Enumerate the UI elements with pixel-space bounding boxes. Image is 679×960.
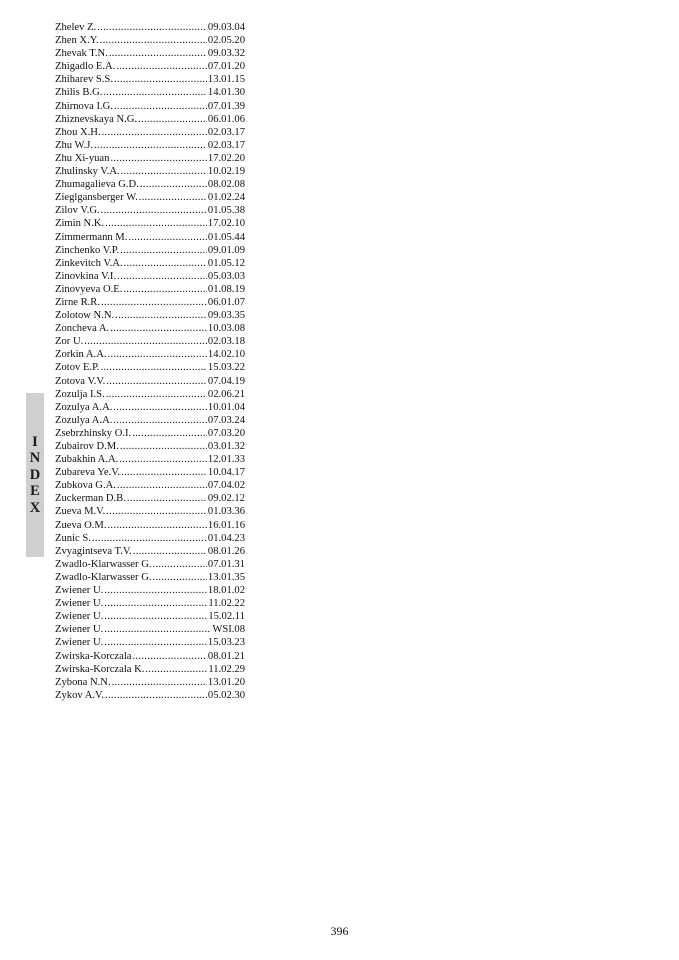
index-entry bbox=[55, 663, 245, 676]
entry-reference-code: 13.01.20 bbox=[207, 676, 245, 688]
entry-author-name: Zwiener U. bbox=[55, 585, 104, 597]
dot-leader bbox=[153, 571, 207, 584]
entry-reference-code: 07.04.19 bbox=[207, 375, 245, 387]
entry-reference-code: 08.01.21 bbox=[207, 650, 245, 662]
dot-leader bbox=[109, 47, 207, 60]
index-tab-letter: N bbox=[29, 450, 41, 467]
index-entry bbox=[55, 623, 245, 636]
entry-author-name: Zubairov D.M. bbox=[55, 441, 119, 452]
index-entry bbox=[55, 113, 245, 126]
index-entry bbox=[55, 636, 245, 649]
dot-leader bbox=[100, 361, 206, 374]
index-tab-letter: E bbox=[30, 483, 40, 500]
entry-reference-code: 18.01.02 bbox=[207, 585, 245, 597]
index-entry bbox=[55, 650, 245, 663]
index-entry bbox=[55, 676, 245, 689]
entry-reference-code: 08.02.08 bbox=[207, 179, 245, 191]
entry-author-name: Zotov E.P. bbox=[55, 362, 100, 374]
dot-leader bbox=[108, 348, 207, 361]
entry-author-name: Zubareva Ye.V. bbox=[55, 467, 121, 479]
index-entry bbox=[55, 610, 245, 623]
index-entry bbox=[55, 231, 245, 244]
entry-author-name: Zwadlo-Klarwasser G. bbox=[55, 571, 152, 583]
dot-leader bbox=[128, 231, 207, 244]
entry-reference-code: 14.02.10 bbox=[207, 349, 245, 361]
index-entry bbox=[55, 584, 245, 597]
entry-reference-code: 01.02.24 bbox=[207, 192, 245, 204]
entry-author-name: Zimmermann M. bbox=[55, 231, 128, 243]
entry-author-name: Zueva O.M. bbox=[55, 519, 107, 531]
index-entry bbox=[55, 335, 245, 348]
entry-reference-code: 10.04.17 bbox=[207, 467, 245, 479]
dot-leader bbox=[103, 86, 207, 99]
entry-author-name: Zotova V.V. bbox=[55, 375, 106, 387]
entry-author-name: Zhirnova I.G. bbox=[55, 100, 113, 112]
index-entry bbox=[55, 479, 245, 492]
entry-reference-code: 06.01.06 bbox=[207, 113, 245, 125]
entry-author-name: Zwiener U. bbox=[55, 624, 104, 636]
entry-author-name: Zunic S. bbox=[55, 532, 91, 544]
entry-reference-code: 01.08.19 bbox=[207, 283, 245, 295]
index-entry bbox=[55, 165, 245, 178]
index-entry bbox=[55, 414, 245, 427]
entry-author-name: Zor U. bbox=[55, 336, 84, 348]
entry-author-name: Zvyagintseva T.V. bbox=[55, 545, 132, 557]
entry-author-name: Zhen X.Y. bbox=[55, 35, 99, 47]
entry-reference-code: 11.02.29 bbox=[208, 663, 245, 675]
entry-author-name: Zhumagalieva G.D. bbox=[55, 179, 139, 191]
index-entry bbox=[55, 244, 245, 257]
entry-author-name: Zolotow N.N. bbox=[55, 310, 115, 322]
dot-leader bbox=[84, 335, 207, 348]
entry-reference-code: 02.03.18 bbox=[207, 336, 245, 348]
entry-author-name: Zuckerman D.B. bbox=[55, 493, 126, 505]
dot-leader bbox=[138, 113, 207, 126]
dot-leader bbox=[140, 178, 207, 191]
entry-reference-code: 17.02.10 bbox=[207, 218, 245, 230]
dot-leader bbox=[101, 296, 207, 309]
dot-leader bbox=[116, 60, 207, 73]
index-entry bbox=[55, 73, 245, 86]
entry-author-name: Zwiener U. bbox=[55, 637, 104, 649]
dot-leader bbox=[105, 217, 207, 230]
entry-reference-code: 02.06.21 bbox=[207, 388, 245, 400]
dot-leader bbox=[101, 204, 207, 217]
index-entry bbox=[55, 47, 245, 60]
entry-reference-code: 15.03.22 bbox=[207, 362, 245, 374]
entry-reference-code: 07.01.20 bbox=[207, 61, 245, 73]
entry-reference-code: 09.03.32 bbox=[207, 48, 245, 60]
index-entry bbox=[55, 21, 245, 34]
entry-author-name: Zhou X.H. bbox=[55, 126, 101, 138]
dot-leader bbox=[102, 126, 207, 139]
entry-reference-code: 03.01.32 bbox=[207, 441, 245, 452]
entry-author-name: Zhiznevskaya N.G. bbox=[55, 113, 138, 125]
index-tab-letter: I bbox=[32, 433, 38, 450]
index-entry bbox=[55, 204, 245, 217]
dot-leader bbox=[104, 597, 207, 610]
entry-reference-code: 10.03.08 bbox=[207, 323, 245, 335]
entry-author-name: Zueva M.V. bbox=[55, 506, 106, 518]
dot-leader bbox=[145, 663, 207, 676]
index-tab-letter: D bbox=[29, 466, 41, 483]
index-entry bbox=[55, 270, 245, 283]
index-entry bbox=[55, 427, 245, 440]
entry-author-name: Zozulja I.S. bbox=[55, 388, 105, 400]
entry-author-name: Zirne R.R. bbox=[55, 296, 101, 308]
entry-author-name: Zwadlo-Klarwasser G. bbox=[55, 558, 152, 570]
entry-author-name: Zilov V.G. bbox=[55, 205, 100, 217]
entry-author-name: Zoncheva A. bbox=[55, 323, 110, 335]
index-list bbox=[55, 21, 245, 702]
entry-author-name: Zhilis B.G. bbox=[55, 87, 103, 99]
entry-author-name: Zsebrzhinsky O.I. bbox=[55, 427, 132, 439]
index-entry bbox=[55, 545, 245, 558]
entry-author-name: Zinkevitch V.A. bbox=[55, 257, 123, 269]
entry-reference-code: 09.03.04 bbox=[207, 22, 245, 33]
entry-reference-code: 07.04.02 bbox=[207, 480, 245, 492]
entry-author-name: Zhelev Z. bbox=[55, 22, 97, 33]
index-side-tab bbox=[26, 393, 44, 557]
entry-reference-code: 01.04.23 bbox=[207, 532, 245, 544]
dot-leader bbox=[119, 453, 207, 466]
entry-author-name: Zozulya A.A. bbox=[55, 414, 113, 426]
entry-author-name: Zubkova G.A. bbox=[55, 480, 116, 492]
entry-author-name: Zubakhin A.A. bbox=[55, 454, 119, 466]
dot-leader bbox=[113, 401, 207, 414]
entry-reference-code: 07.03.24 bbox=[207, 414, 245, 426]
dot-leader bbox=[115, 309, 207, 322]
index-entry bbox=[55, 689, 245, 702]
dot-leader bbox=[121, 165, 207, 178]
entry-reference-code: 17.02.20 bbox=[207, 152, 245, 164]
dot-leader bbox=[110, 152, 206, 165]
dot-leader bbox=[106, 505, 207, 518]
dot-leader bbox=[120, 440, 207, 453]
entry-reference-code: 16.01.16 bbox=[207, 519, 245, 531]
index-entry bbox=[55, 322, 245, 335]
entry-author-name: Zhu W.J. bbox=[55, 139, 93, 151]
entry-reference-code: 10.02.19 bbox=[207, 166, 245, 178]
index-entry bbox=[55, 60, 245, 73]
index-tab-letter: X bbox=[29, 499, 41, 516]
entry-author-name: Zwiener U. bbox=[55, 611, 104, 623]
entry-reference-code: 13.01.15 bbox=[207, 74, 245, 86]
dot-leader bbox=[114, 73, 207, 86]
entry-author-name: Zorkin A.A. bbox=[55, 349, 107, 361]
index-entry bbox=[55, 296, 245, 309]
dot-leader bbox=[121, 466, 207, 479]
index-entry bbox=[55, 361, 245, 374]
index-entry bbox=[55, 348, 245, 361]
page-number: 396 bbox=[330, 924, 349, 938]
index-entry bbox=[55, 440, 245, 453]
index-entry bbox=[55, 139, 245, 152]
entry-reference-code: 05.02.30 bbox=[207, 689, 245, 701]
entry-author-name: Zozulya A.A. bbox=[55, 401, 113, 413]
entry-reference-code: 02.03.17 bbox=[207, 126, 245, 138]
dot-leader bbox=[114, 100, 207, 113]
entry-author-name: Zhevak T.N. bbox=[55, 48, 108, 60]
entry-reference-code: 09.03.35 bbox=[207, 310, 245, 322]
index-entry bbox=[55, 191, 245, 204]
index-entry bbox=[55, 100, 245, 113]
index-entry bbox=[55, 257, 245, 270]
dot-leader bbox=[132, 427, 207, 440]
dot-leader bbox=[104, 636, 207, 649]
index-entry bbox=[55, 401, 245, 414]
entry-reference-code: 08.01.26 bbox=[207, 545, 245, 557]
entry-reference-code: 09.02.12 bbox=[207, 493, 245, 505]
entry-author-name: Zwiener U. bbox=[55, 598, 104, 610]
entry-reference-code: 07.01.31 bbox=[207, 558, 245, 570]
entry-author-name: Zinovkina V.I. bbox=[55, 270, 117, 282]
dot-leader bbox=[92, 532, 207, 545]
index-entry bbox=[55, 309, 245, 322]
entry-reference-code: 01.05.12 bbox=[207, 257, 245, 269]
entry-reference-code: 13.01.35 bbox=[207, 571, 245, 583]
index-entry bbox=[55, 571, 245, 584]
dot-leader bbox=[113, 414, 207, 427]
index-entry bbox=[55, 126, 245, 139]
dot-leader bbox=[139, 191, 207, 204]
index-entry bbox=[55, 558, 245, 571]
entry-author-name: Zwirska-Korczala K. bbox=[55, 663, 145, 675]
index-entry bbox=[55, 34, 245, 47]
entry-author-name: Zieglgansberger W. bbox=[55, 192, 138, 204]
dot-leader bbox=[120, 244, 207, 257]
dot-leader bbox=[104, 610, 207, 623]
index-entry bbox=[55, 217, 245, 230]
index-entry bbox=[55, 532, 245, 545]
entry-reference-code: 01.05.44 bbox=[207, 231, 245, 243]
dot-leader bbox=[104, 623, 211, 636]
index-entry bbox=[55, 492, 245, 505]
dot-leader bbox=[153, 558, 207, 571]
index-entry bbox=[55, 283, 245, 296]
dot-leader bbox=[100, 34, 207, 47]
entry-author-name: Zhulinsky V.A. bbox=[55, 166, 120, 178]
entry-reference-code: 06.01.07 bbox=[207, 296, 245, 308]
entry-reference-code: 02.03.17 bbox=[207, 139, 245, 151]
index-entry bbox=[55, 453, 245, 466]
entry-author-name: Zhigadlo E.A. bbox=[55, 61, 116, 73]
entry-author-name: Zybona N.N. bbox=[55, 676, 111, 688]
dot-leader bbox=[123, 283, 207, 296]
entry-author-name: Zhiharev S.S. bbox=[55, 74, 113, 86]
entry-author-name: Zwirska-Korczala bbox=[55, 650, 132, 662]
dot-leader bbox=[106, 388, 207, 401]
dot-leader bbox=[106, 375, 207, 388]
dot-leader bbox=[127, 492, 207, 505]
index-entry bbox=[55, 375, 245, 388]
entry-reference-code: 14.01.30 bbox=[207, 87, 245, 99]
entry-reference-code: 09.01.09 bbox=[207, 244, 245, 256]
entry-reference-code: 07.01.39 bbox=[207, 100, 245, 112]
entry-reference-code: 01.05.38 bbox=[207, 205, 245, 217]
entry-author-name: Zykov A.V. bbox=[55, 689, 104, 701]
entry-reference-code: 02.05.20 bbox=[207, 35, 245, 47]
entry-reference-code: 15.02.11 bbox=[208, 611, 245, 623]
dot-leader bbox=[112, 676, 207, 689]
entry-reference-code: 07.03.20 bbox=[207, 427, 245, 439]
index-entry bbox=[55, 178, 245, 191]
dot-leader bbox=[97, 21, 207, 34]
dot-leader bbox=[117, 479, 207, 492]
dot-leader bbox=[110, 322, 207, 335]
entry-reference-code: 01.03.36 bbox=[207, 506, 245, 518]
dot-leader bbox=[107, 519, 206, 532]
entry-reference-code: 11.02.22 bbox=[208, 598, 245, 610]
entry-author-name: Zinchenko V.P. bbox=[55, 244, 120, 256]
entry-author-name: Zhu Xi-yuan bbox=[55, 152, 110, 164]
index-entry bbox=[55, 152, 245, 165]
entry-reference-code: 10.01.04 bbox=[207, 401, 245, 413]
entry-reference-code: 05.03.03 bbox=[207, 270, 245, 282]
entry-reference-code: WSI.08 bbox=[212, 624, 245, 636]
dot-leader bbox=[133, 545, 207, 558]
entry-author-name: Zimin N.K. bbox=[55, 218, 105, 230]
dot-leader bbox=[132, 650, 206, 663]
dot-leader bbox=[104, 584, 207, 597]
entry-reference-code: 15.03.23 bbox=[207, 637, 245, 649]
index-entry bbox=[55, 388, 245, 401]
index-entry bbox=[55, 86, 245, 99]
index-entry bbox=[55, 505, 245, 518]
index-entry bbox=[55, 597, 245, 610]
entry-reference-code: 12.01.33 bbox=[207, 454, 245, 466]
dot-leader bbox=[124, 257, 207, 270]
dot-leader bbox=[94, 139, 207, 152]
index-entry bbox=[55, 519, 245, 532]
dot-leader bbox=[105, 689, 207, 702]
index-entry bbox=[55, 466, 245, 479]
dot-leader bbox=[117, 270, 207, 283]
entry-author-name: Zinovyeva O.E. bbox=[55, 283, 123, 295]
